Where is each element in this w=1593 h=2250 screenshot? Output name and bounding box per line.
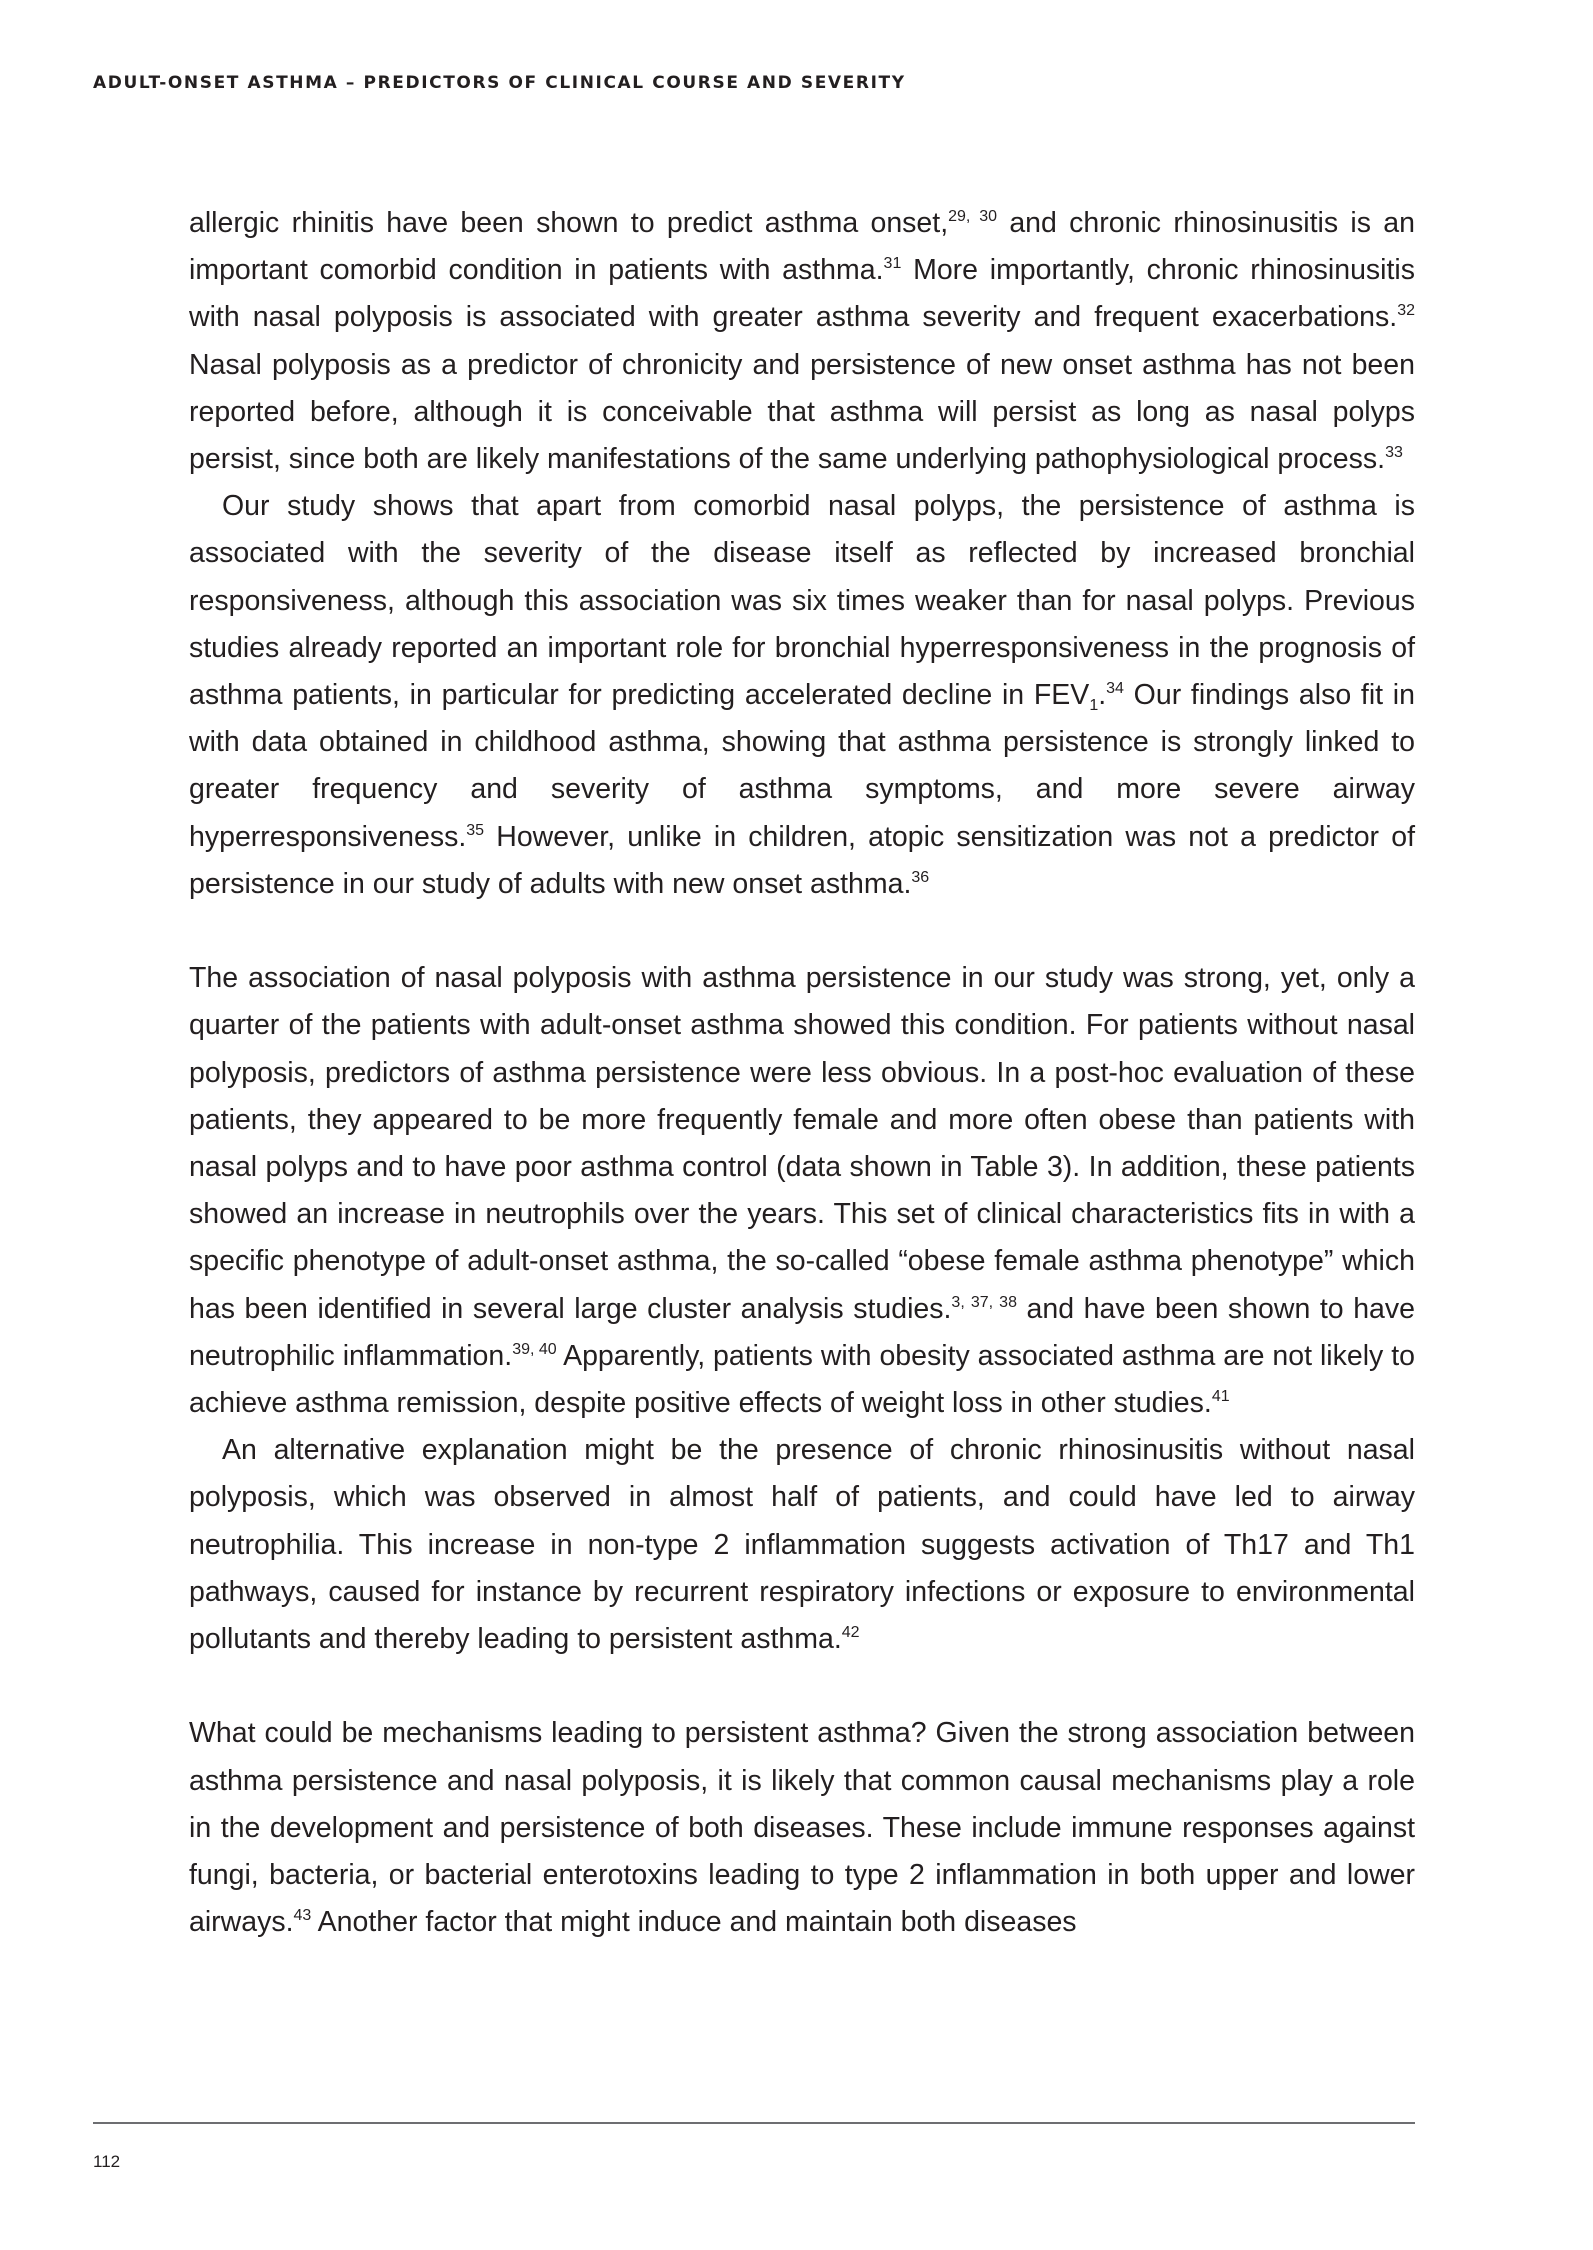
- paragraph-2: [189, 483, 1415, 908]
- citation-ref: 39, 40: [512, 1340, 557, 1358]
- running-header: ADULT-ONSET ASTHMA – PREDICTORS OF CLINICAL COURSE AND SEVERITY: [93, 73, 906, 93]
- text-run: The association of nasal polyposis with asthma persistence in our study was strong, yet, only a quarter of the patients with adult-onset asthma showed this condition. For patients without nasal polyposis, predictors of asthma persistence were less obvious. In a post-hoc evaluation of these patients, they appeared to be more frequently female and more often obese than patients with nasal polyps and to have poor asthma control (data shown in Table 3). In addition, these patients showed an increase in neutrophils over the years. This set of clinical characteristics fits in with a specific phenotype of adult-onset asthma, the so-called “obese female asthma phenotype” which has been identified in several large cluster analysis studies.: [189, 962, 1415, 1325]
- footer-rule: [93, 2122, 1415, 2124]
- subscript: 1: [1089, 697, 1099, 715]
- paragraph-4: [189, 1427, 1415, 1663]
- citation-ref: 42: [841, 1624, 860, 1642]
- page-number: 112: [93, 2152, 121, 2171]
- citation-ref: 29, 30: [948, 208, 998, 225]
- citation-ref: 34: [1106, 680, 1124, 698]
- citation-ref: 31: [883, 255, 902, 273]
- citation-ref: 43: [293, 1907, 312, 1925]
- text-run: Apparently, patients with obesity associated asthma are not likely to achieve asthma remission, despite positive effects of weight loss in other studies.: [189, 1339, 1416, 1420]
- text-run: Nasal polyposis as a predictor of chronicity and persistence of new onset asthma has not been reported before, although it is conceivable that asthma will persist as long as nasal polyps persist, since both are likely manifestations of the same underlying pathophysiological process.: [189, 348, 1415, 476]
- paragraph-1: [189, 200, 1415, 483]
- text-run: and have been shown to have neutrophilic inflammation.: [189, 1292, 1415, 1372]
- text-run: However, unlike in children, atopic sensitization was not a predictor of persistence in our study of adults with new onset asthma.: [189, 820, 1415, 900]
- citation-ref: 41: [1211, 1388, 1230, 1406]
- text-run: and chronic rhinosinusitis is an important comorbid condition in patients with asthma.: [189, 207, 1416, 287]
- text-run: Another factor that might induce and maintain both diseases: [311, 1906, 1077, 1939]
- paragraph-3: [189, 955, 1415, 1427]
- text-run: An alternative explanation might be the presence of chronic rhinosinusitis without nasal polyposis, which was observed in almost half of patients, and could have led to airway neutrophilia. This increase in non-type 2 inflammation suggests activation of Th17 and Th1 pathways, caused for instance by recurrent respiratory infections or exposure to environmental pollutants and thereby leading to persistent asthma.: [189, 1434, 1415, 1656]
- citation-ref: 35: [466, 821, 485, 839]
- text-run: Our study shows that apart from comorbid nasal polyps, the persistence of asthma is associated with the severity of the disease itself as reflected by increased bronchial responsiveness, although this association was six times weaker than for nasal polyps. Previous studies already reported an important role for bronchial hyperresponsiveness in the prognosis of asthma patients, in particular for predicting accelerated decline in FEV: [189, 490, 1415, 712]
- citation-ref: 33: [1385, 444, 1403, 462]
- citation-ref: 32: [1397, 302, 1415, 320]
- citation-ref: 36: [911, 868, 930, 886]
- text-run: .: [1098, 679, 1107, 712]
- text-run: What could be mechanisms leading to persistent asthma? Given the strong association between asthma persistence and nasal polyposis, it is likely that common causal mechanisms play a role in the development and persistence of both diseases. These include immune responses against fungi, bacteria, or bacterial enterotoxins leading to type 2 inflammation in both upper and lower airways.: [189, 1717, 1415, 1939]
- body-text: [189, 200, 1415, 1946]
- text-run: More importantly, chronic rhinosinusitis with nasal polyposis is associated with greater asthma severity and frequent exacerbations.: [189, 254, 1415, 334]
- citation-ref: 3, 37, 38: [951, 1293, 1017, 1311]
- text-run: Our findings also fit in with data obtained in childhood asthma, showing that asthma persistence is strongly linked to greater frequency and severity of asthma symptoms, and more severe airway hyperresponsiveness.: [189, 679, 1415, 853]
- paragraph-5: [189, 1710, 1415, 1946]
- text-run: allergic rhinitis have been shown to predict asthma onset,: [189, 207, 949, 239]
